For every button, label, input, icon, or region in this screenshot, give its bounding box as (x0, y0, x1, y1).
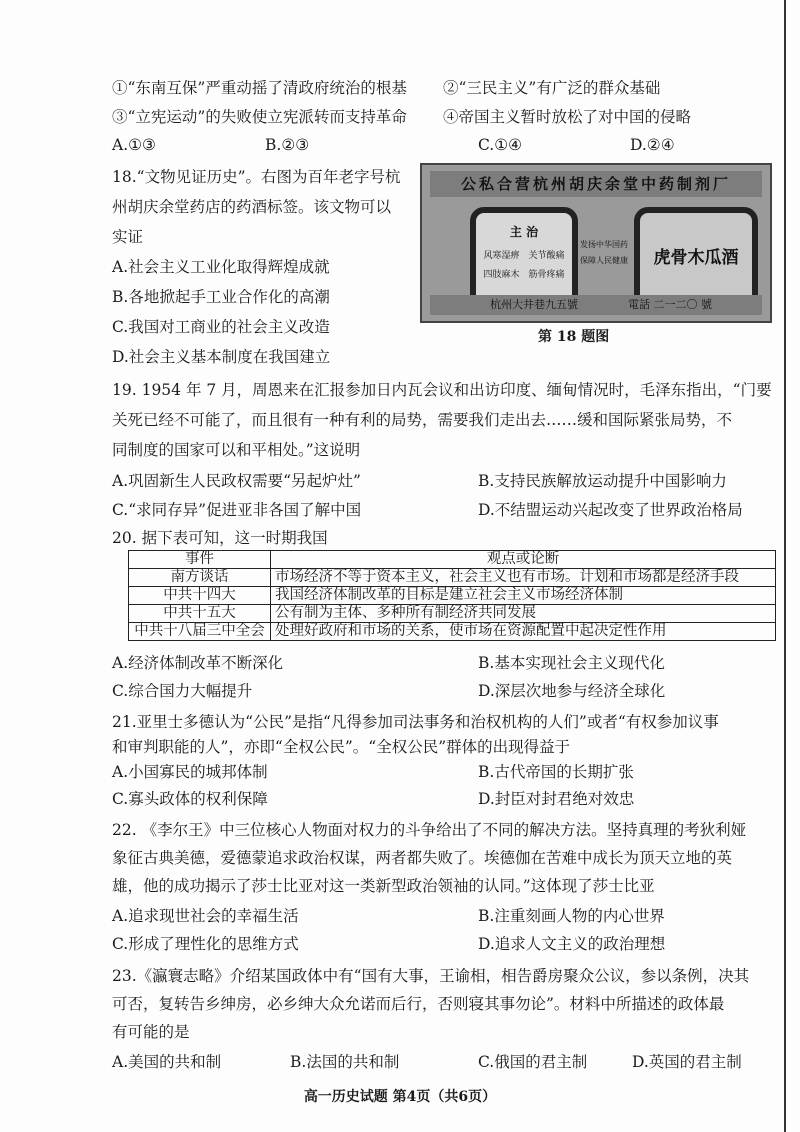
q19-stem-line: 19. 1954 年 7 月，周恩来在汇报参加日内瓦会议和出访印度、缅甸情况时，毛泽东指出，“门要 (112, 381, 772, 399)
q19-option-b: B.支持民族解放运动提升中国影响力 (478, 472, 727, 490)
q20-option-b: B.基本实现社会主义现代化 (478, 654, 665, 672)
q23-stem-line: 可否，复转告乡绅房，必乡绅大众允诺而后行，否则寝其事勿论”。材料中所描述的政体最 (112, 995, 725, 1013)
q21-stem-line: 和审判职能的人”，亦即“全权公民”。“全权公民”群体的出现得益于 (112, 738, 571, 756)
q20-table (128, 550, 776, 641)
q22-option-d: D.追求人文主义的政治理想 (478, 935, 666, 953)
page-footer: 高一历史试题 第4页（共6页） (303, 1089, 497, 1105)
table-row (129, 587, 776, 605)
table-cell-event: 中共十八届三中全会 (129, 623, 271, 641)
q18-option-d: D.社会主义基本制度在我国建立 (112, 348, 331, 366)
label-slogan (580, 237, 632, 269)
q18-option-c: C.我国对工商业的社会主义改造 (112, 318, 330, 336)
q23-option-c: C.俄国的君主制 (478, 1053, 588, 1071)
q17-option-b: B.②③ (265, 136, 310, 154)
table-cell-view: 市场经济不等于资本主义，社会主义也有市场。计划和市场都是经济手段 (271, 569, 776, 587)
label-footer (430, 295, 762, 315)
q17-statement-3: ③“立宪运动”的失败使立宪派转而支持革命 (112, 108, 407, 126)
q18-stem-line: 州胡庆余堂药店的药酒标签。该文物可以 (112, 198, 392, 216)
medicine-wine-label-image (420, 163, 772, 323)
q18-stem-line: 18.“文物见证历史”。右图为百年老字号杭 (112, 168, 401, 186)
table-cell-event: 南方谈话 (129, 569, 271, 587)
table-row (129, 623, 776, 641)
q22-option-a: A.追求现世社会的幸福生活 (112, 907, 299, 925)
q19-stem-line: 关死已经不可能了，而且很有一种有利的局势，需要我们走出去……缓和国际紧张局势，不 (112, 411, 733, 429)
label-indications-line: 风寒湿痹 关节酸痛 (483, 251, 565, 261)
q20-option-c: C.综合国力大幅提升 (112, 682, 253, 700)
label-indications-box (470, 207, 578, 309)
q18-option-b: B.各地掀起手工业合作化的高潮 (112, 288, 330, 306)
q19-option-d: D.不结盟运动兴起改变了世界政治格局 (478, 501, 743, 519)
label-phone: 電話 二一二〇 號 (628, 298, 712, 311)
q22-stem-line: 雄，他的成功揭示了莎士比亚对这一类新型政治领袖的认同。”这体现了莎士比亚 (112, 877, 655, 895)
q23-option-b: B.法国的共和制 (290, 1053, 400, 1071)
table-header: 事件 (129, 551, 271, 569)
q21-option-c: C.寡头政体的权利保障 (112, 790, 268, 808)
q20-option-d: D.深层次地参与经济全球化 (478, 682, 666, 700)
table-header-row (129, 551, 776, 569)
q17-option-a: A.①③ (112, 136, 156, 154)
table-row (129, 605, 776, 623)
label-slogan-line: 保障人民健康 (580, 256, 628, 265)
q23-stem-line: 有可能的是 (112, 1023, 190, 1041)
q22-option-b: B.注重刻画人物的内心世界 (478, 907, 665, 925)
table-cell-event: 中共十五大 (129, 605, 271, 623)
table-cell-event: 中共十四大 (129, 587, 271, 605)
table-cell-view: 公有制为主体、多种所有制经济共同发展 (271, 605, 776, 623)
figure-caption: 第 18 题图 (538, 329, 610, 345)
q20-option-a: A.经济体制改革不断深化 (112, 654, 284, 672)
q21-option-d: D.封臣对封君绝对效忠 (478, 790, 635, 808)
q22-stem-line: 象征古典美德，爱德蒙追求政治权谋，两者都失败了。埃德伽在苦难中成长为顶天立地的英 (112, 849, 733, 867)
q23-option-d: D.英国的君主制 (632, 1053, 742, 1071)
q21-option-b: B.古代帝国的长期扩张 (478, 763, 634, 781)
q21-option-a: A.小国寡民的城邦体制 (112, 763, 268, 781)
q22-option-c: C.形成了理性化的思维方式 (112, 935, 299, 953)
label-indications-line: 四肢麻木 筋骨疼痛 (483, 270, 565, 280)
q18-option-a: A.社会主义工业化取得辉煌成就 (112, 258, 330, 276)
q23-stem-line: 23.《瀛寰志略》介绍某国政体中有“国有大事，王谕相，相告爵房聚众公议，参以条例，决其 (112, 967, 750, 985)
label-header: 公私合营杭州胡庆余堂中药制剂厂 (430, 171, 762, 197)
q17-statement-1: ①“东南互保”严重动摇了清政府统治的根基 (112, 79, 407, 97)
q18-stem-line: 实证 (112, 228, 144, 246)
table-header: 观点或论断 (271, 551, 776, 569)
q19-option-c: C.“求同存异”促进亚非各国了解中国 (112, 501, 362, 519)
label-slogan-line: 发扬中华国药 (580, 240, 628, 249)
table-row (129, 569, 776, 587)
label-product-name: 虎骨木瓜酒 (634, 207, 758, 309)
q19-stem-line: 同制度的国家可以和平相处。”这说明 (112, 441, 361, 459)
page-edge-line (784, 0, 786, 1132)
table-cell-view: 我国经济体制改革的目标是建立社会主义市场经济体制 (271, 587, 776, 605)
q17-statement-2: ②“三民主义”有广泛的群众基础 (443, 79, 661, 97)
label-indications-title: 主 治 (509, 225, 539, 239)
q17-option-d: D.②④ (630, 136, 675, 154)
q17-statement-4: ④帝国主义暂时放松了对中国的侵略 (443, 108, 692, 126)
q20-stem: 20. 据下表可知，这一时期我国 (112, 529, 328, 547)
q22-stem-line: 22. 《李尔王》中三位核心人物面对权力的斗争给出了不同的解决方法。坚持真理的考狄利娅 (112, 821, 747, 839)
table-cell-view: 处理好政府和市场的关系，使市场在资源配置中起决定性作用 (271, 623, 776, 641)
q23-option-a: A.美国的共和制 (112, 1053, 222, 1071)
label-address: 杭州大井巷九五號 (490, 298, 578, 311)
q21-stem-line: 21.亚里士多德认为“公民”是指“凡得参加司法事务和治权机构的人们”或者“有权参加议事 (112, 713, 719, 731)
q17-option-c: C.①④ (478, 136, 523, 154)
q19-option-a: A.巩固新生人民政权需要“另起炉灶” (112, 472, 361, 490)
